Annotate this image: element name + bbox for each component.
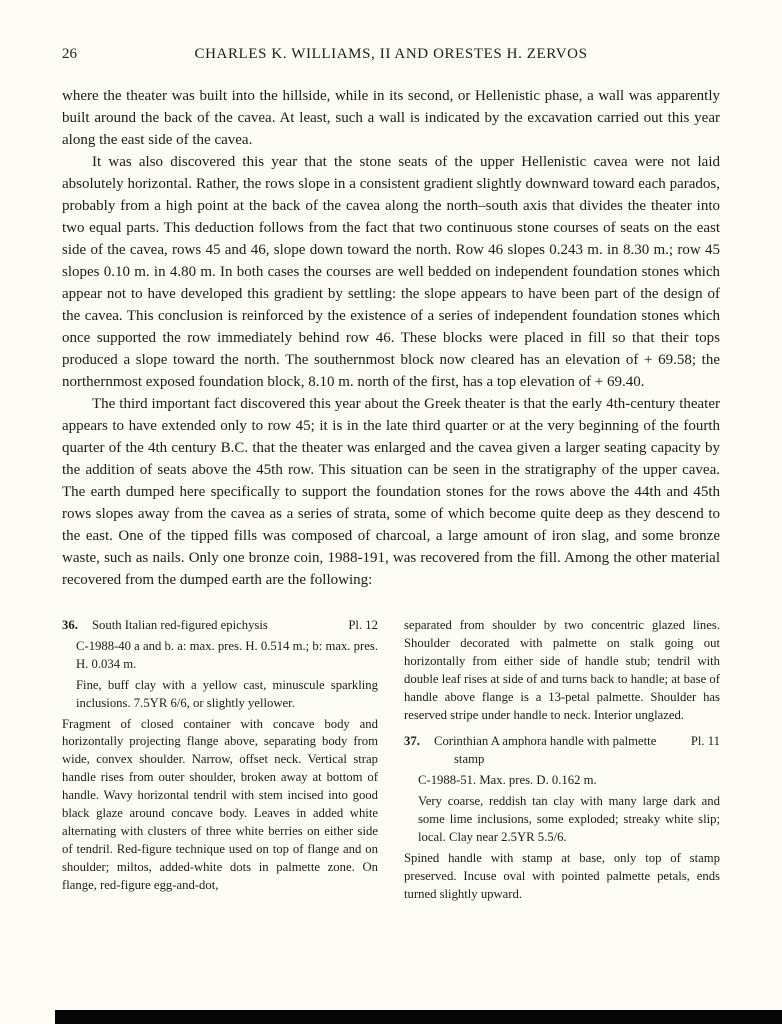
entry-36-fabric-line: Fine, buff clay with a yellow cast, minuscule sparkling inclusions. 7.5YR 6/6, or slightly yellower. [76, 677, 378, 710]
page-number: 26 [62, 46, 77, 62]
entry-36-plate-ref: Pl. 12 [348, 618, 378, 632]
page-header [62, 46, 720, 63]
catalog-column-left [62, 617, 378, 904]
catalog-entry-36-heading [62, 617, 378, 635]
body-paragraph-1: where the theater was built into the hillside, while in its second, or Hellenistic phase, a wall was apparently built around the back of the cavea. At least, such a wall is indicated by the excavation carried out this year along the east side of the cavea. [62, 88, 720, 148]
catalog-section [62, 617, 720, 904]
catalog-entry-37-heading [404, 733, 720, 769]
entry-36-title: South Italian red-figured epichysis [92, 618, 268, 632]
body-paragraph-2: It was also discovered this year that the stone seats of the upper Hellenistic cavea were not laid absolutely horizontal. Rather, the rows slope in a consistent gradient slightly downward toward each parados, probably from a high point at the back of the cavea along the north–south axis that divides the theater into two equal parts. This deduction follows from the fact that two continuous stone courses of seats on the east side of the cavea, rows 45 and 46, slope down toward the north. Row 46 slopes 0.243 m. in 8.30 m.; row 45 slopes 0.10 m. in 4.80 m. In both cases the courses are well bedded on independent foundation stones which appear not to have developed this gradient by settling: the slope appears to have been part of the design of the cavea. This conclusion is reinforced by the existence of a series of independent foundation stones which once supported the row immediately behind row 46. These blocks were placed in fill so that their tops produced a slope toward the north. The southernmost block now cleared has an elevation of + 69.58; the northernmost exposed foundation block, 8.10 m. north of the first, has a top elevation of + 69.40. [62, 154, 720, 390]
entry-37-fabric-line: Very coarse, reddish tan clay with many large dark and some lime inclusions, some exploded; streaky white slip; local. Clay near 2.5YR 5.5/6. [418, 794, 720, 844]
main-text-block [62, 85, 720, 591]
entry-36-number: 36. [62, 618, 78, 632]
entry-37-description: Spined handle with stamp at base, only top of stamp preserved. Incuse oval with pointed palmette petals, ends turned slightly upward. [404, 850, 720, 901]
catalog-column-right [404, 617, 720, 904]
entry-spacer [404, 724, 720, 733]
entry-36-description-left: Fragment of closed container with concave body and horizontally projecting flange above, separating body from wide, convex shoulder. Narrow, offset neck. Vertical strap handle rises from outer shoulder, broken away at bottom of handle. Wavy horizontal tendril with stem incised into good black glaze around concave body. Leaves in added white alternating with clusters of three white berries on either side of tendril. Red-figure technique used on top of flange and on shoulder; miltos, added-white dots in palmette zone. On flange, red-figure egg-and-dot, [62, 716, 378, 892]
running-head: CHARLES K. WILLIAMS, II AND ORESTES H. ZERVOS [194, 46, 588, 62]
entry-36-description-right: separated from shoulder by two concentric glazed lines. Shoulder decorated with palmette on stalk going out horizontally from either side of handle stub; tendril with double leaf rises at side of and turns back to handle; at base of handle above flange is a 13-petal palmette. Shoulder has reserved stripe under handle to neck. Interior unglazed. [404, 618, 720, 722]
entry-36-inventory-line: C-1988-40 a and b. a: max. pres. H. 0.514 m.; b: max. pres. H. 0.034 m. [76, 638, 378, 671]
scan-artifact-bar [55, 1010, 782, 1024]
entry-37-title: Corinthian A amphora handle with palmette stamp [434, 734, 657, 767]
entry-37-plate-ref: Pl. 11 [690, 734, 720, 749]
entry-37-inventory-line: C-1988-51. Max. pres. D. 0.162 m. [418, 773, 597, 788]
entry-37-number: 37. [404, 734, 420, 749]
body-paragraph-3: The third important fact discovered this year about the Greek theater is that the early 4th-century theater appears to have extended only to row 45; it is in the late third quarter or at the very beginning of the fourth quarter of the 4th century B.C. that the theater was enlarged and the cavea given a larger seating capacity by the addition of seats above the 45th row. This situation can be seen in the stratigraphy of the upper cavea. The earth dumped here specifically to support the foundation stones for the rows above the 44th and 45th rows slopes away from the cavea as a series of strata, some of which become quite deep as they descend to the east. One of the tipped fills was composed of charcoal, a large amount of iron slag, and some bronze waste, such as nails. Only one bronze coin, 1988-191, was recovered from the fill. Among the other material recovered from the dumped earth are the following: [62, 396, 720, 588]
